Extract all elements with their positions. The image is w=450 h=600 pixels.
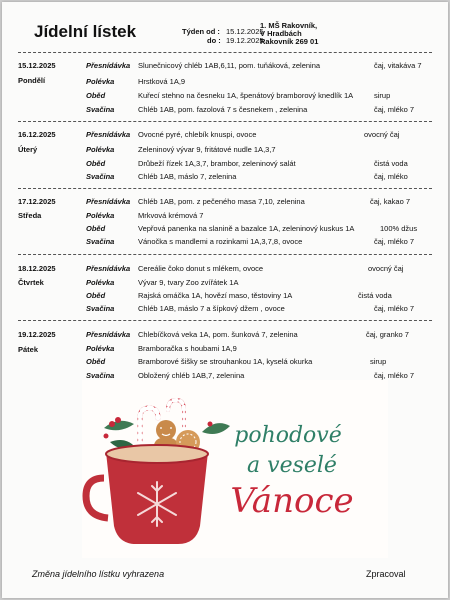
meal-menu: Chléb 1AB, pom. fazolová 7 s česnekem , zelenina [138,105,308,114]
day-weekday: Pátek [18,345,39,354]
meal-drink: ovocný čaj [364,130,400,139]
day-weekday: Pondělí [18,76,46,85]
meal-drink: sirup [370,357,387,366]
menu-sheet [2,2,448,598]
meal-type: Oběd [86,291,106,300]
day-weekday: Čtvrtek [18,278,44,287]
day-date: 18.12.2025 [18,264,56,273]
meal-type: Polévka [86,77,115,86]
meal-menu: Bramboračka s houbami 1A,9 [138,344,237,353]
day-date: 15.12.2025 [18,61,56,70]
meal-type: Svačina [86,304,115,313]
meal-drink: čistá voda [358,291,392,300]
day-date: 17.12.2025 [18,197,56,206]
meal-type: Svačina [86,237,115,246]
meal-menu: Chléb 1AB, máslo 7 a šípkový džem , ovoce [138,304,285,313]
meal-menu: Kuřecí stehno na česneku 1A, špenátový bramborový knedlík 1A [138,91,354,100]
meal-menu: Cereálie čoko donut s mlékem, ovoce [138,264,264,273]
meal-drink: čaj, mléko [374,172,408,181]
meal-type: Přesnídávka [86,197,131,206]
meal-type: Oběd [86,357,106,366]
school-street: V Hradbách [260,29,302,38]
meal-menu: Slunečnicový chléb 1AB,6,11, pom. tuňáková, zelenina [138,61,321,70]
meal-type: Oběd [86,159,106,168]
meal-type: Přesnídávka [86,264,131,273]
meal-menu: Vývar 9, tvary Zoo zvířátek 1A [138,278,239,287]
divider [18,52,432,53]
week-to-label: do : [207,36,221,45]
meal-type: Svačina [86,172,115,181]
meal-menu: Ovocné pyré, chlebík knuspi, ovoce [138,130,257,139]
school-city: Rakovník 269 01 [260,37,319,46]
day-date: 16.12.2025 [18,130,56,139]
greeting-line-1: pohodové [234,423,342,448]
meal-menu: Chléb 1AB, máslo 7, zelenina [138,172,237,181]
meal-drink: čaj, vitakáva 7 [374,61,422,70]
meal-menu: Mrkvová krémová 7 [138,211,204,220]
week-from-date: 15.12.2025 [226,27,264,36]
footer-author: Zpracoval [366,569,406,579]
meal-type: Přesnídávka [86,130,131,139]
week-to-date: 19.12.2025 [226,36,264,45]
meal-menu: Chléb 1AB, pom. z pečeného masa 7,10, zelenina [138,197,305,206]
meal-menu: Hrstková 1A,9 [138,77,186,86]
week-from-label: Týden od : [182,27,220,36]
page-title: Jídelní lístek [34,22,137,41]
meal-drink: čaj, mléko 7 [374,105,415,114]
meal-drink: sirup [374,91,391,100]
day-weekday: Středa [18,211,42,220]
meal-menu: Drůbeží řízek 1A,3,7, brambor, zeleninový salát [138,159,296,168]
meal-type: Oběd [86,91,106,100]
divider [18,121,432,122]
meal-type: Polévka [86,211,115,220]
meal-drink: čistá voda [374,159,408,168]
meal-type: Svačina [86,371,115,380]
divider [18,254,432,255]
divider [18,320,432,321]
school-name: 1. MŠ Rakovník, [260,21,318,30]
meal-type: Oběd [86,224,106,233]
meal-drink: 100% džus [380,224,418,233]
meal-drink: čaj, kakao 7 [370,197,411,206]
meal-type: Svačina [86,105,115,114]
meal-menu: Bramborové šišky se strouhankou 1A, kyselá okurka [138,357,313,366]
christmas-mug-illustration [82,380,388,558]
meal-menu: Obložený chléb 1AB,7, zelenina [138,371,245,380]
meal-drink: čaj, mléko 7 [374,237,415,246]
meal-drink: čaj, mléko 7 [374,371,415,380]
day-weekday: Úterý [18,145,38,154]
meal-menu: Zeleninový vývar 9, fritátové nudle 1A,3,7 [138,145,276,154]
footer-note: Změna jídelního lístku vyhrazena [32,569,165,579]
greeting-line-3: Vánoce [230,481,354,521]
meal-type: Polévka [86,145,115,154]
meal-menu: Chlebíčková veka 1A, pom. šunková 7, zelenina [138,330,298,339]
meal-menu: Rajská omáčka 1A, hovězí maso, těstoviny 1A [138,291,293,300]
meal-type: Přesnídávka [86,61,131,70]
meal-type: Přesnídávka [86,330,131,339]
day-date: 19.12.2025 [18,330,56,339]
meal-drink: ovocný čaj [368,264,404,273]
meal-menu: Vepřová panenka na slanině a bazalce 1A, zeleninový kuskus 1A [138,224,355,233]
meal-menu: Vánočka s mandlemi a rozinkami 1A,3,7,8, ovoce [138,237,303,246]
divider [18,188,432,189]
greeting-line-2: a veselé [247,453,337,478]
meal-drink: čaj, mléko 7 [374,304,415,313]
meal-type: Polévka [86,344,115,353]
meal-drink: čaj, granko 7 [366,330,409,339]
meal-type: Polévka [86,278,115,287]
